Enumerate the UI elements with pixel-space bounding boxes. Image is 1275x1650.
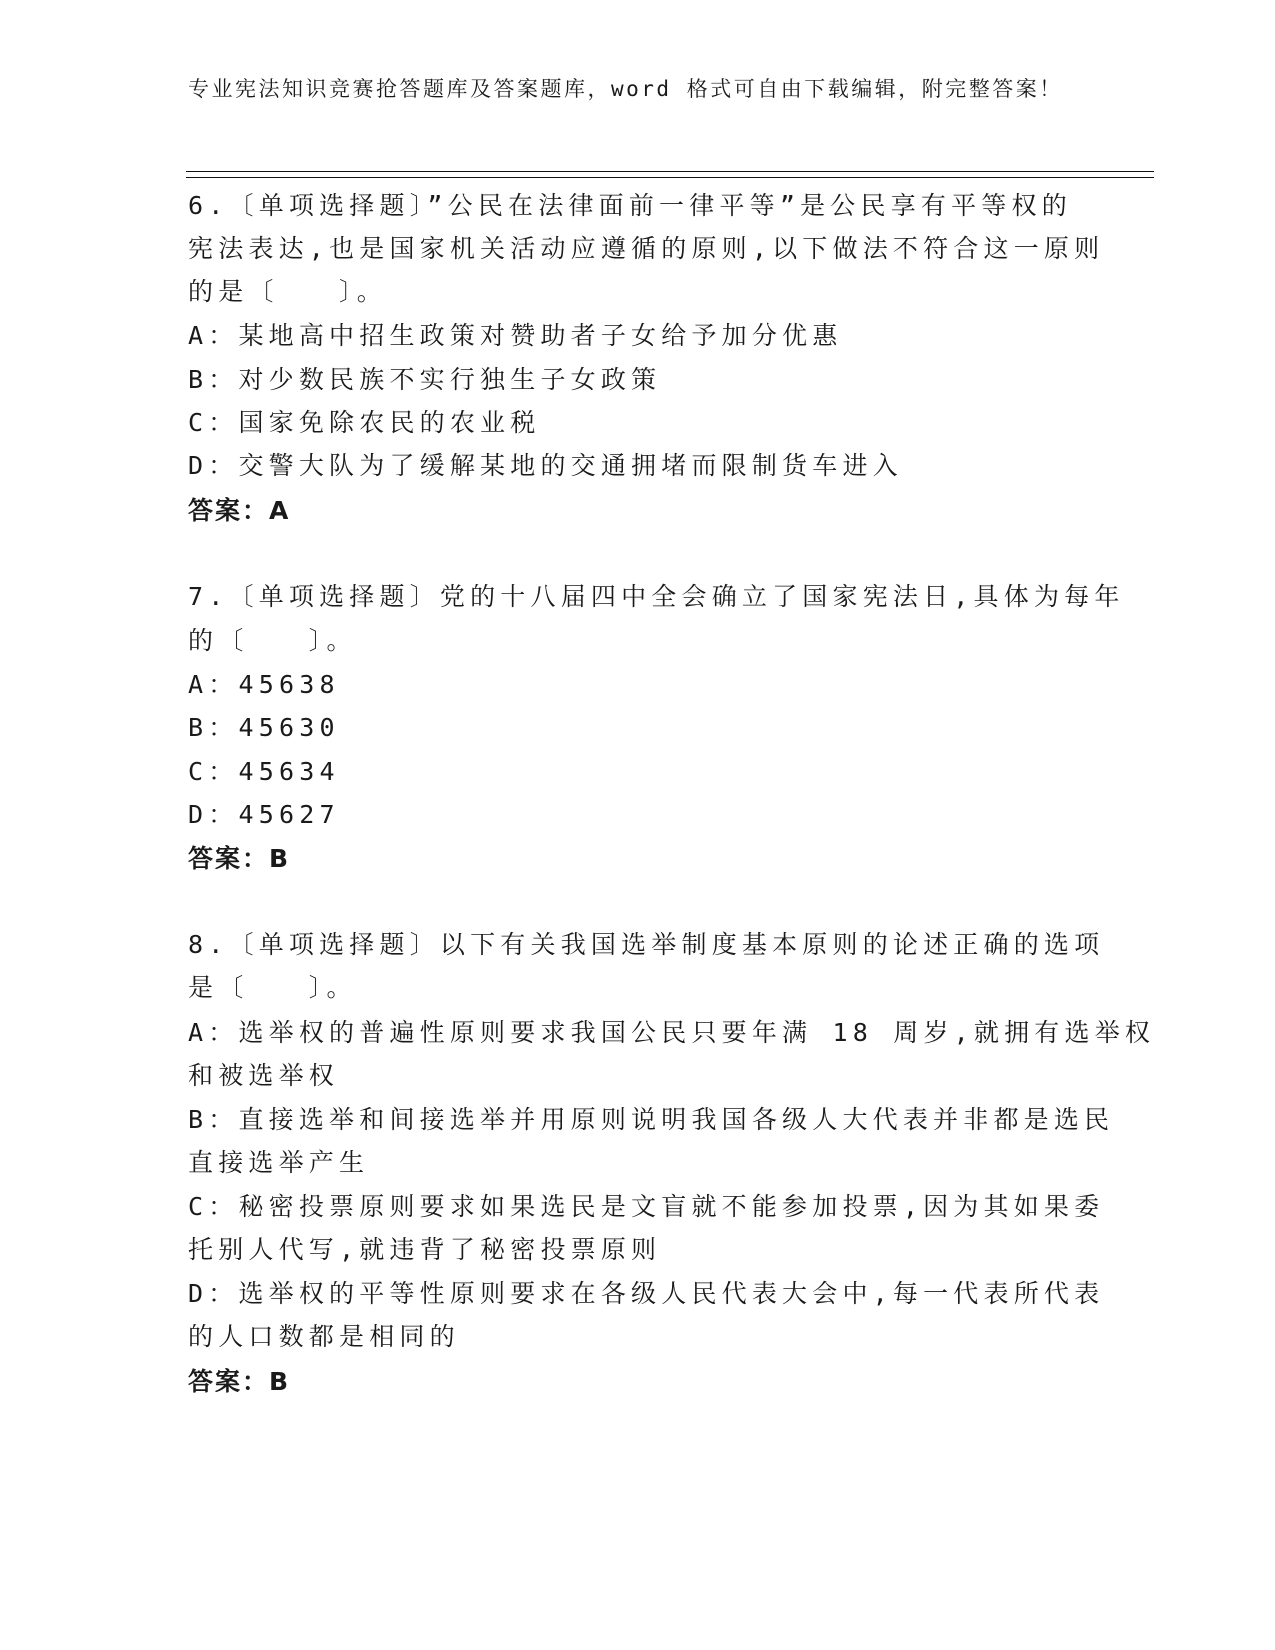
- question-6-answer: 答案：A: [188, 496, 291, 525]
- question-8-option-c-line-1: C：秘密投票原则要求如果选民是文盲就不能参加投票,因为其如果委: [188, 1192, 1105, 1221]
- question-7-stem-line-2: 的〔 〕。: [188, 626, 357, 655]
- header-rule-bottom: [186, 177, 1154, 178]
- question-8-option-a-line-2: 和被选举权: [188, 1061, 340, 1090]
- document-header: 专业宪法知识竞赛抢答题库及答案题库，word 格式可自由下载编辑，附完整答案！: [188, 77, 1063, 101]
- question-8-option-d-line-2: 的人口数都是相同的: [188, 1322, 460, 1351]
- question-8-option-c-line-2: 托别人代写,就违背了秘密投票原则: [188, 1235, 662, 1264]
- question-8-answer: 答案：B: [188, 1367, 291, 1396]
- question-8-option-b-line-1: B：直接选举和间接选举并用原则说明我国各级人大代表并非都是选民: [188, 1105, 1115, 1134]
- question-7-option-b: B：45630: [188, 713, 340, 742]
- question-8-option-a-line-1: A：选举权的普遍性原则要求我国公民只要年满 18 周岁,就拥有选举权: [188, 1018, 1156, 1047]
- question-6-option-a: A：某地高中招生政策对赞助者子女给予加分优惠: [188, 321, 843, 350]
- question-7-option-d: D：45627: [188, 800, 340, 829]
- question-6-option-d: D：交警大队为了缓解某地的交通拥堵而限制货车进入: [188, 451, 903, 480]
- question-8-option-d-line-1: D：选举权的平等性原则要求在各级人民代表大会中,每一代表所代表: [188, 1279, 1105, 1308]
- question-8-option-b-line-2: 直接选举产生: [188, 1148, 370, 1177]
- question-7-answer: 答案：B: [188, 844, 291, 873]
- question-6-stem-line-3: 的是〔 〕。: [188, 277, 387, 306]
- question-6-stem-line-2: 宪法表达,也是国家机关活动应遵循的原则,以下做法不符合这一原则: [188, 234, 1105, 263]
- question-8-stem-line-1: 8.〔单项选择题〕以下有关我国选举制度基本原则的论述正确的选项: [188, 930, 1105, 959]
- question-7-option-a: A：45638: [188, 670, 340, 699]
- question-8-stem-line-2: 是〔 〕。: [188, 973, 357, 1002]
- question-7-option-c: C：45634: [188, 757, 340, 786]
- question-6-option-b: B：对少数民族不实行独生子女政策: [188, 365, 662, 394]
- question-6-option-c: C：国家免除农民的农业税: [188, 408, 541, 437]
- question-6-stem-line-1: 6.〔单项选择题〕”公民在法律面前一律平等”是公民享有平等权的: [188, 191, 1072, 220]
- header-rule-top: [186, 171, 1154, 172]
- question-7-stem-line-1: 7.〔单项选择题〕党的十八届四中全会确立了国家宪法日,具体为每年: [188, 582, 1125, 611]
